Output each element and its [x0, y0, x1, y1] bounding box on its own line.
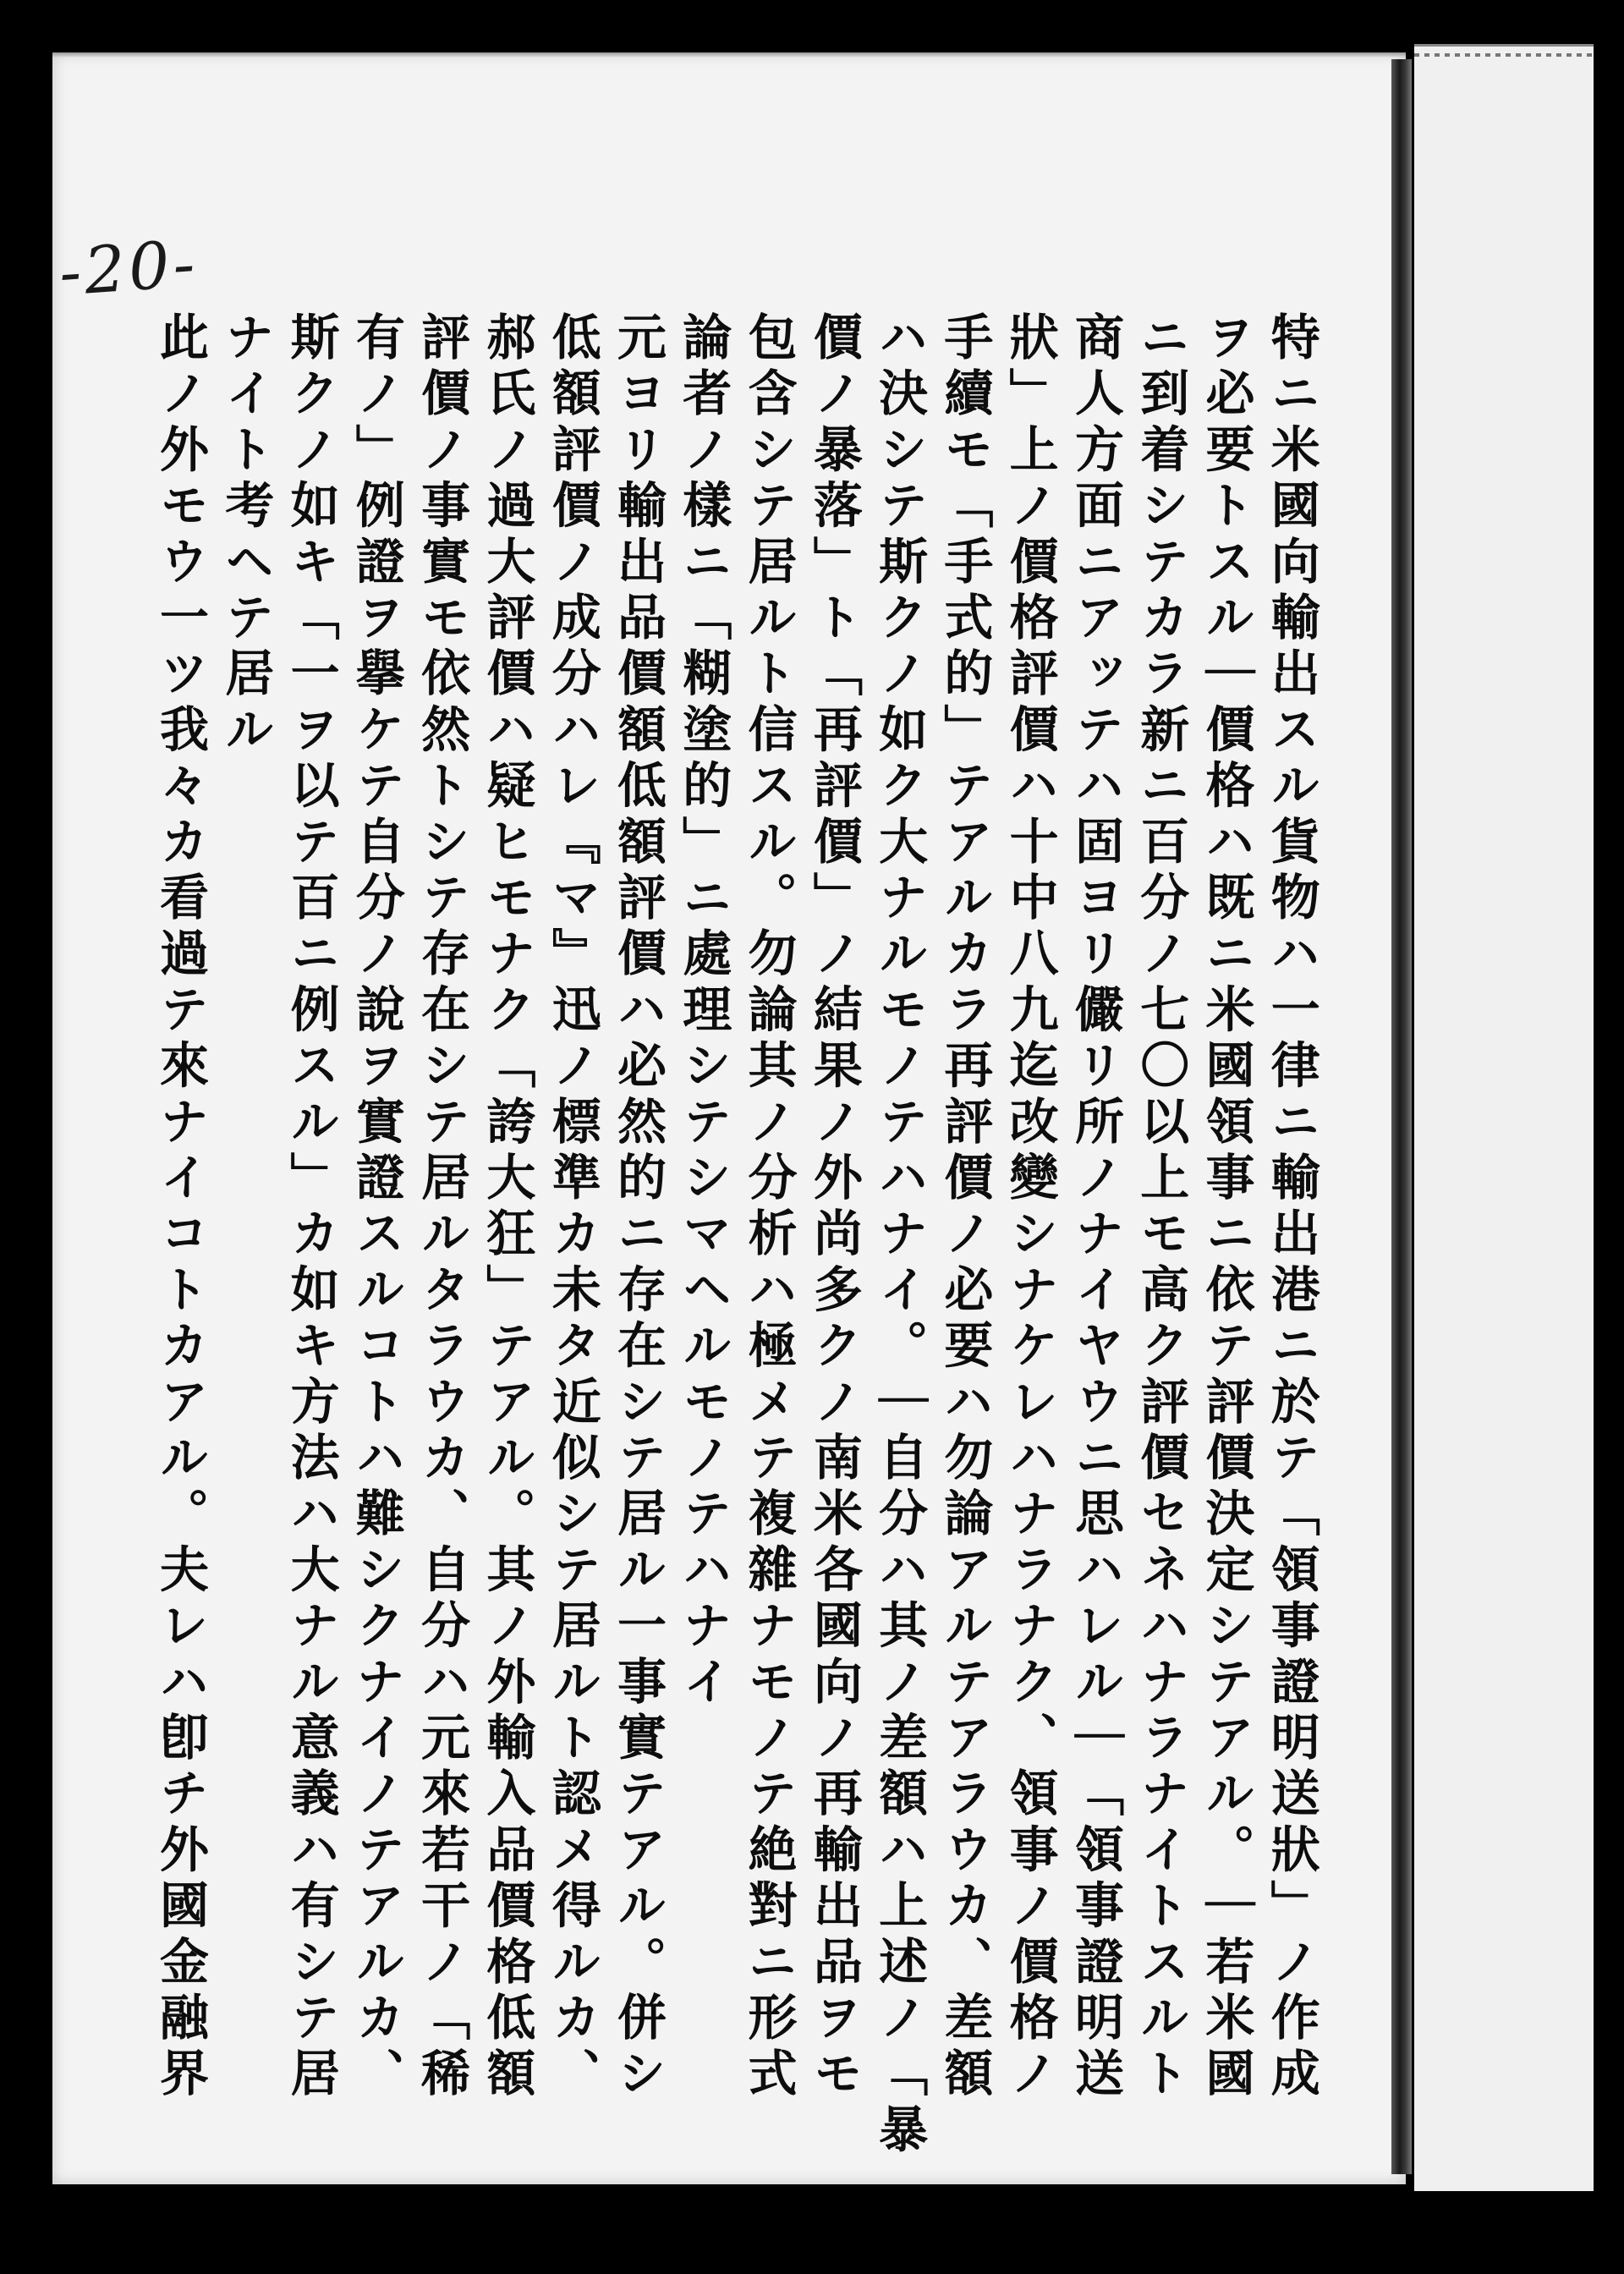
text-column: ニ到着シテカラ新ニ百分ノ七〇以上モ高ク評價セネハナラナイトスルト	[1132, 311, 1190, 2104]
adjacent-page-strip	[1414, 44, 1594, 2191]
text-column: 斯クノ如キ「一ヲ以テ百ニ例スル」カ如キ方法ハ大ナル意義ハ有シテ居	[282, 311, 340, 2104]
text-column: 手續モ「手式的」テアルカラ再評價ノ必要ハ勿論アルテアラウカ、差額	[935, 311, 994, 2104]
text-column: 低額評價ノ成分ハレ『マ』迅ノ標準カ未タ近似シテ居ルト認メ得ルカ、	[543, 311, 601, 2104]
text-column: ナイト考ヘテ居ル	[217, 311, 275, 760]
text-column: 特ニ米國向輸出スル貨物ハ一律ニ輸出港ニ於テ「領事證明送狀」ノ作成	[1262, 311, 1320, 2104]
text-column: ハ決シテ斯クノ如ク大ナルモノテハナイ。｜自分ハ其ノ差額ハ上述ノ「暴	[870, 311, 929, 2160]
text-column: ヲ必要トスル｜價格ハ既ニ米國領事ニ依テ評價決定シテアル。｜若米國	[1197, 311, 1255, 2104]
text-column: 此ノ外モウ一ツ我々カ看過テ來ナイコトカアル。夫レハ卽チ外國金融界	[151, 311, 209, 2104]
text-column: 論者ノ樣ニ「糊塗的」ニ處理シテシマヘルモノテハナイ	[674, 311, 732, 1711]
binding-shadow	[1391, 59, 1412, 2174]
text-column: 狀」上ノ價格評價ハ十中八九迄改變シナケレハナラナク、領事ノ價格ノ	[1001, 311, 1059, 2104]
page-number: -20-	[57, 225, 200, 310]
text-column: 元ヨリ輸出品價額低額評價ハ必然的ニ存在シテ居ル一事實テアル。併シ	[608, 311, 667, 2104]
text-column: 商人方面ニアッテハ固ヨリ儼リ所ノナイヤウニ思ハレル｜「領事證明送	[1066, 311, 1124, 2104]
vertical-text-block	[151, 311, 1320, 2160]
text-column: 價ノ暴落」ト「再評價」ノ結果ノ外尚多クノ南米各國向ノ再輸出品ヲモ	[804, 311, 863, 2104]
text-column: 有ノ」例證ヲ擧ケテ自分ノ說ヲ實證スルコトハ難シクナイノテアルカ、	[347, 311, 405, 2104]
text-column: 郝氏ノ過大評價ハ疑ヒモナク「誇大狂」テアル。其ノ外輸入品價格低額	[478, 311, 536, 2104]
text-column: 包含シテ居ルト信スル。勿論其ノ分析ハ極メテ複雜ナモノテ絶對ニ形式	[739, 311, 798, 2104]
text-column: 評價ノ事實モ依然トシテ存在シテ居ルタラウカ、自分ハ元來若干ノ「稀	[413, 311, 471, 2104]
